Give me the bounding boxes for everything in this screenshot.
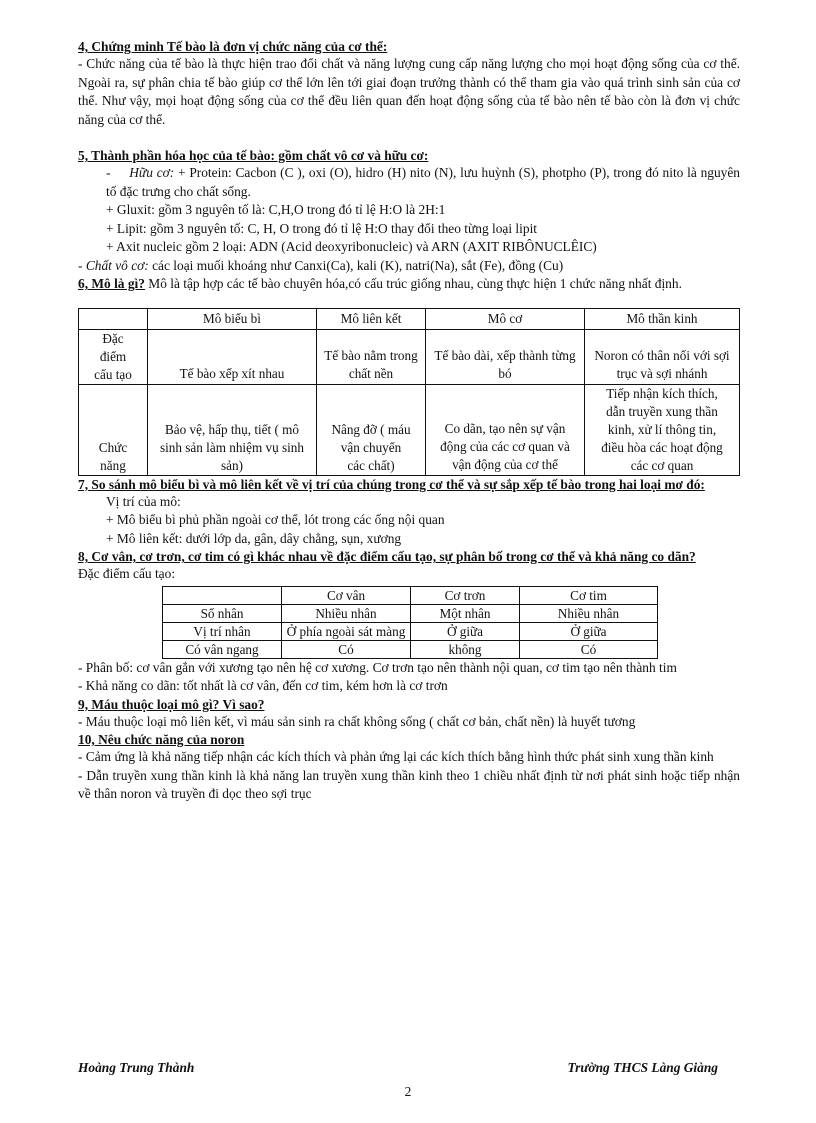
document-page	[78, 38, 740, 804]
table-header: Cơ vân	[282, 586, 411, 604]
gluxit-text: + Gluxit: gồm 3 nguyên tố là: C,H,O trong đó tỉ lệ H:O là 2H:1	[106, 202, 446, 217]
table-cell: Co dãn, tạo nên sự vận động của các cơ quan và vận động của cơ thể	[426, 384, 585, 475]
table-cell: Có vân ngang	[163, 640, 282, 658]
table-row	[163, 604, 658, 622]
table-cell: Ở giữa	[411, 622, 520, 640]
section-8-sub: Đặc điểm cấu tạo:	[78, 566, 176, 581]
table-header: Mô cơ	[426, 308, 585, 329]
section-5-title: 5, Thành phần hóa học của tế bào: gồm chất vô cơ và hữu cơ:	[78, 148, 429, 163]
page-footer	[78, 1060, 718, 1076]
vo-co-label: Chất vô cơ:	[85, 257, 149, 273]
section-4-body: - Chức năng của tế bào là thực hiện trao đổi chất và năng lượng cung cấp năng lượng cho mọi hoạt động sống của cơ thể. Ngoài ra, sự phân chia tế bào giúp cơ thể lớn lên tới giai đoạn trưởng thành có thể tham gia vào quá trình sinh sản của cơ thể. Như vậy, mọi hoạt động sống của cơ thể đều liên quan đến hoạt động sống của tế bào nên tế bào còn là đơn vị chức năng của cơ thể.	[78, 56, 740, 127]
section-9-title: 9, Máu thuộc loại mô gì? Vì sao?	[78, 696, 265, 712]
section-10-line-1: - Cảm ứng là khả năng tiếp nhận các kích thích và phản ứng lại các kích thích bằng hình thức phát sinh xung thần kinh	[78, 749, 714, 764]
axit-text: + Axit nucleic gồm 2 loại: ADN (Acid deoxyribonucleic) và ARN (AXIT RIBÔNUCLÊIC)	[106, 239, 597, 254]
table-cell: Nâng đỡ ( máu vận chuyển các chất)	[317, 384, 426, 475]
table-cell: Bảo vệ, hấp thụ, tiết ( mô sinh sản làm nhiệm vụ sinh sản)	[148, 384, 317, 475]
table-row	[163, 640, 658, 658]
table-cell: Số nhân	[163, 604, 282, 622]
table-cell: Vị trí nhân	[163, 622, 282, 640]
section-4-title: 4, Chứng minh Tế bào là đơn vị chức năng của cơ thể:	[78, 39, 388, 54]
table-header: Mô biểu bì	[148, 308, 317, 329]
table-cell: Tế bào dài, xếp thành từng bó	[426, 329, 585, 384]
table-cell: Chức năng	[79, 384, 148, 475]
table-cell: Ở phía ngoài sát màng	[282, 622, 411, 640]
table-cell: Nhiều nhân	[282, 604, 411, 622]
table-cell: Có	[282, 640, 411, 658]
lien-ket-text: + Mô liên kết: dưới lớp da, gân, dây chằng, sụn, xương	[106, 530, 402, 546]
table-cell: không	[411, 640, 520, 658]
footer-author: Hoàng Trung Thành	[78, 1060, 195, 1075]
vo-co-line: - Chất vô cơ: các loại muối khoáng như Canxi(Ca), kali (K), natri(Na), sắt (Fe), đồng (Cu)	[78, 257, 564, 273]
section-7-title: 7, So sánh mô biểu bì và mô liên kết về vị trí của chúng trong cơ thể và sự sắp xếp tế bào trong hai loại mơ đó:	[78, 476, 705, 492]
table-cell: Có	[520, 640, 658, 658]
section-9-body: - Máu thuộc loại mô liên kết, vì máu sản sinh ra chất không sống ( chất cơ bản, chất nền) là huyết tương	[78, 713, 636, 729]
co-dan-text: - Khả năng co dãn: tốt nhất là cơ vân, đến cơ tim, kém hơn là cơ trơn	[78, 678, 448, 693]
phan-bo-text: - Phân bố: cơ vân gắn với xương tạo nên hệ cơ xương. Cơ trơn tạo nên thành nội quan, cơ tim tạo nên thành tim	[78, 659, 677, 675]
table-row	[79, 384, 740, 475]
table-cell: Tiếp nhận kích thích, dẫn truyền xung thần kinh, xử lí thông tin, điều hòa các hoạt động các cơ quan	[585, 384, 740, 475]
table-cell: Đặc điểm cấu tạo	[79, 329, 148, 384]
table-cell: Một nhân	[411, 604, 520, 622]
lipit-text: + Lipit: gồm 3 nguyên tố: C, H, O trong đó tỉ lệ H:O thay đổi theo từng loại lipit	[106, 220, 538, 236]
vo-co-text: các loại muối khoáng như Canxi(Ca), kali (K), natri(Na), sắt (Fe), đồng (Cu)	[148, 257, 564, 273]
bieu-bi-text: + Mô biểu bì phủ phần ngoài cơ thể, lót trong các ống nội quan	[106, 512, 445, 527]
section-6-body: Mô là tập hợp các tế bào chuyên hóa,có cấu trúc giống nhau, cùng thực hiện 1 chức năng nhất định.	[144, 276, 682, 291]
table-header-row	[79, 308, 740, 329]
table-header: Cơ trơn	[411, 586, 520, 604]
huu-co-protein: - Hữu cơ: + Protein: Cacbon (C ), oxi (O), hidro (H) nito (N), lưu huỳnh (S), photpho (P), trong đó nito là nguyên tố đặc trưng cho chất sống.	[106, 165, 740, 199]
table-row	[79, 329, 740, 384]
protein-text: + Protein: Cacbon (C ), oxi (O), hidro (H) nito (N), lưu huỳnh (S), photpho (P), trong đó nito là nguyên tố đặc trưng cho chất sống.	[106, 165, 740, 199]
table-header: Mô thần kinh	[585, 308, 740, 329]
section-10-title: 10, Nêu chức năng của noron	[78, 732, 245, 747]
huu-co-label: Hữu cơ:	[129, 165, 175, 180]
table-header	[163, 586, 282, 604]
table-cell: Noron có thân nối với sợi trục và sợi nhánh	[585, 329, 740, 384]
vi-tri-label: Vị trí của mô:	[106, 493, 181, 509]
table-cell: Tế bào xếp xít nhau	[148, 329, 317, 384]
table-header-row	[163, 586, 658, 604]
table-header: Mô liên kết	[317, 308, 426, 329]
muscle-table	[162, 586, 658, 659]
table-cell: Tế bào nằm trong chất nền	[317, 329, 426, 384]
section-10-line-2: - Dẫn truyền xung thần kinh là khả năng lan truyền xung thần kinh theo 1 chiều nhất định từ nơi phát sinh hoặc tiếp nhận về thân noron và truyền đi dọc theo sợi trục	[78, 767, 740, 801]
table-cell: Ở giữa	[520, 622, 658, 640]
table-header: Cơ tim	[520, 586, 658, 604]
section-8-title: 8, Cơ vân, cơ trơn, cơ tim có gì khác nhau về đặc điểm cấu tạo, sự phân bố trong cơ thể và khả năng co dãn?	[78, 549, 696, 564]
section-6-title: 6, Mô là gì?	[78, 276, 145, 291]
tissue-table	[78, 308, 740, 476]
page-number: 2	[404, 1084, 412, 1099]
table-row	[163, 622, 658, 640]
section-6-line	[78, 275, 740, 294]
footer-school: Trường THCS Làng Giàng	[567, 1060, 718, 1075]
table-cell: Nhiều nhân	[520, 604, 658, 622]
table-header	[79, 308, 148, 329]
